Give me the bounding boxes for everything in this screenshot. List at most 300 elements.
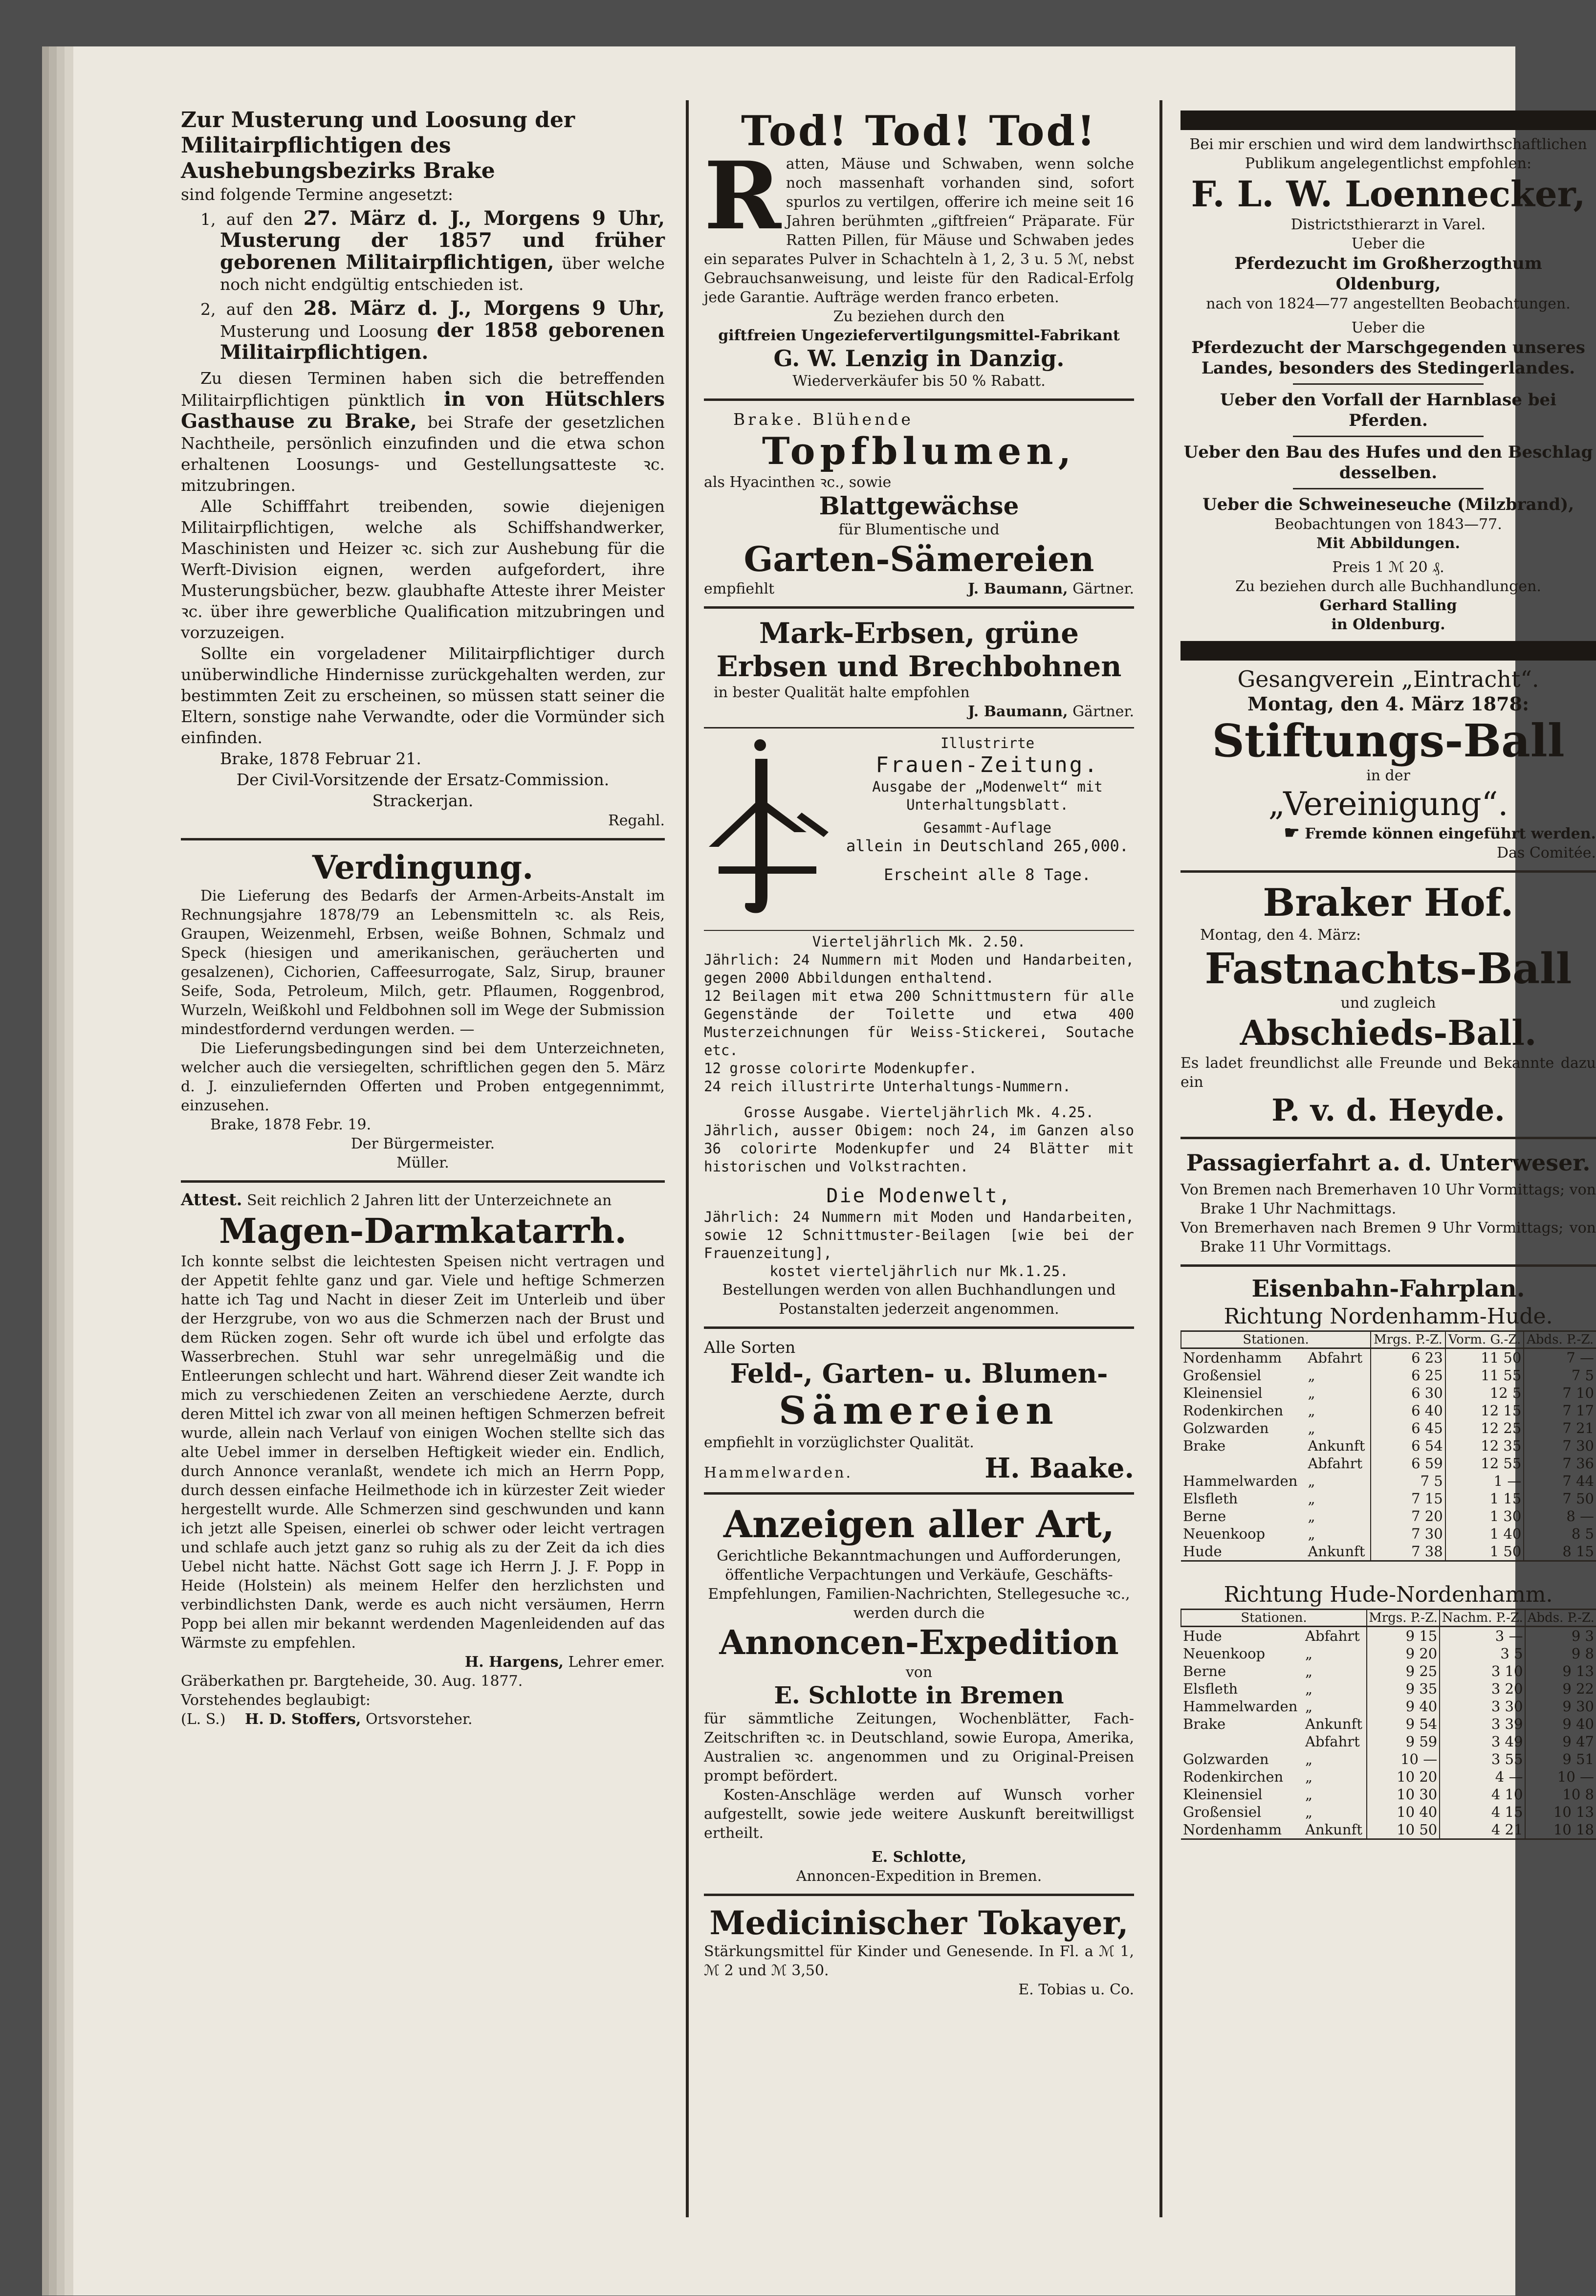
tod-body: [704, 141, 1134, 307]
frauenzeitung-ad: [704, 734, 1134, 1319]
musterung-paragraph-1: [181, 368, 665, 496]
tokayer-title: Medicinischer Tokayer,: [709, 1904, 1129, 1942]
musterung-signature-name: Strackerjan.: [372, 791, 474, 810]
arrival-departure-cell: Abfahrt: [1305, 1628, 1360, 1644]
item-detail: Musterung und Loosung: [220, 322, 428, 341]
table-row: [1181, 1543, 1596, 1561]
loenn-line: Mit Abbildungen.: [1316, 535, 1460, 552]
time-cell: 1 15: [1445, 1490, 1524, 1507]
time-cell: 12 25: [1445, 1419, 1524, 1437]
loenn-line: Ueber die: [1351, 235, 1425, 252]
station-cell: Nordenhamm: [1183, 1821, 1282, 1838]
frauen-item: kostet vierteljährlich nur Mk.1.25.: [769, 1263, 1069, 1280]
column-header: Vorm. G.-Z.: [1445, 1331, 1524, 1348]
timetable-hude-nordenhamm: [1181, 1609, 1596, 1840]
station-cell: Neuenkoop: [1183, 1525, 1266, 1542]
erbsen-ad: [704, 617, 1134, 721]
arrival-departure-cell: „: [1308, 1508, 1315, 1524]
item-subject: Musterung der 1857 und früher geborenen Militairpflichtigen,: [220, 229, 665, 274]
sig-lead: empfiehlt: [704, 580, 775, 597]
frauen-order: Bestellungen werden von allen Buchhandlungen und Postanstalten jederzeit angenommen.: [722, 1281, 1116, 1318]
divider: [704, 1492, 1134, 1495]
divider: [704, 1894, 1134, 1896]
time-cell: 6 25: [1371, 1367, 1445, 1384]
loenn-title: F. L. W. Loennecker,: [1191, 173, 1586, 215]
time-cell: 7 36: [1524, 1455, 1596, 1472]
loenn-book: Ueber den Vorfall der Harnblase bei Pferden.: [1220, 390, 1557, 430]
time-cell: 8 —: [1524, 1507, 1596, 1525]
time-cell: 6 45: [1371, 1419, 1445, 1437]
table-row: [1181, 1786, 1596, 1803]
text: bei Strafe der gesetzlichen Nachtheile, persönlich einzufinden und die etwa schon erhaltenen Loosungs- und Gestellungsatteste ꝛc. mitzubringen.: [181, 413, 665, 495]
divider: [704, 398, 1134, 401]
pointing-hand-icon: ☛: [1284, 822, 1300, 843]
table-row: [1181, 1419, 1596, 1437]
tod-ad: [704, 108, 1134, 391]
time-cell: 10 20: [1367, 1768, 1440, 1786]
table-row: [1181, 1348, 1596, 1367]
newspaper-page: [73, 46, 1596, 2296]
table-row: [1181, 1507, 1596, 1525]
station-cell: Berne: [1183, 1508, 1226, 1524]
arrival-departure-cell: Ankunft: [1308, 1543, 1365, 1560]
item-detail: über welche noch nicht endgültig entschieden ist.: [220, 254, 665, 294]
loenn-book: Pferdezucht der Marschgegenden unseres Landes, besonders des Stedingerlandes.: [1191, 338, 1585, 378]
station-cell: Rodenkirchen: [1183, 1402, 1284, 1419]
countersigner-name: H. D. Stoffers,: [244, 1711, 361, 1728]
table-row: [1181, 1472, 1596, 1490]
saem-title: Feld-, Garten- u. Blumen-: [730, 1358, 1108, 1389]
frauen-item: Jährlich: 24 Nummern mit Moden und Handarbeiten, sowie 12 Schnittmuster-Beilagen [wie bei der Frauenzeitung],: [704, 1209, 1134, 1261]
erbsen-signature: [704, 702, 1134, 721]
gesang-note-text: Fremde können eingeführt werden.: [1305, 825, 1596, 842]
tod-manufacturer-name: G. W. Lenzig in Danzig.: [773, 345, 1065, 372]
time-cell: 9 3: [1525, 1627, 1596, 1645]
time-cell: 9 30: [1525, 1698, 1596, 1715]
time-cell: 9 51: [1525, 1750, 1596, 1768]
tokayer-ad: [704, 1904, 1134, 1999]
black-bar: [1181, 641, 1596, 661]
table-row: [1181, 1490, 1596, 1507]
table-row: [1181, 1384, 1596, 1402]
item-label: 1, auf den: [200, 210, 293, 229]
tod-body-text: atten, Mäuse und Schwaben, wenn solche noch massenhaft vorhanden sind, sofort spurlos zu vertilgen, offerire ich meine seit 16 Jahren berühmten „giftfreien“ Präparate. Für Ratten Pillen, für Mäuse und Schwaben jedes ein separates Pulver in Schachteln à 1, 2, 3 u. 5 ℳ, nebst Gebrauchsanweisung, und leiste für den Radical-Erfolg jede Garantie. Aufträge werden franco erbeten.: [704, 155, 1134, 306]
column-header: Abds. P.-Z.: [1525, 1610, 1596, 1627]
time-cell: 9 40: [1525, 1715, 1596, 1733]
saem-line: Alle Sorten: [704, 1338, 796, 1357]
time-cell: 9 59: [1367, 1733, 1440, 1750]
item-date: 28. März d. J., Morgens 9 Uhr,: [303, 297, 665, 320]
loenn-line: Bei mir erschien und wird dem landwirthschaftlichen Publikum angelegentlichst empfohlen:: [1189, 136, 1587, 172]
braker-signature: P. v. d. Heyde.: [1271, 1092, 1505, 1128]
time-cell: 3 30: [1440, 1698, 1525, 1715]
arrival-departure-cell: „: [1308, 1367, 1315, 1384]
frauen-grosse-ausgabe: [704, 1104, 1134, 1122]
tod-title: Tod! Tod! Tod!: [741, 107, 1097, 155]
musterung-heading-rest: sind folgende Termine angesetzt:: [181, 185, 453, 204]
table-row: [1181, 1367, 1596, 1384]
time-cell: 10 —: [1367, 1750, 1440, 1768]
saemereien-ad: [704, 1337, 1134, 1484]
short-divider: [1293, 436, 1484, 437]
time-cell: 7 20: [1371, 1507, 1445, 1525]
arrival-departure-cell: Ankunft: [1308, 1437, 1365, 1454]
arrival-departure-cell: „: [1308, 1490, 1315, 1507]
topf-signature: [704, 579, 1134, 598]
verdingung-paragraph-1: Die Lieferung des Bedarfs der Armen-Arbeits-Anstalt im Rechnungsjahre 1878/79 an Lebensmitteln ꝛc. als Reis, Graupen, Weizenmehl, Erbsen, weiße Bohnen, Schmalz und Speck (hiesigen und amerikanischen, geräucherten und gesalzenen), Cichorien, Caffeesurrogate, Salz, Sirup, brauner Seife, Soda, Petroleum, Milch, getr. Pflaumen, Roggenbrod, Wurzeln, Weißkohl und Feldbohnen soll im Wege der Submission mindestfordernd verdungen werden. —: [181, 887, 665, 1038]
attest-lead-text: Seit reichlich 2 Jahren litt der Unterzeichnete an: [247, 1192, 612, 1209]
station-cell: Golzwarden: [1183, 1751, 1269, 1767]
time-cell: 3 5: [1440, 1645, 1525, 1662]
divider: [1181, 870, 1596, 873]
station-cell: Nordenhamm: [1183, 1349, 1282, 1366]
frauen-circulation: allein in Deutschland 265,000.: [846, 837, 1129, 855]
anzeigen-line: Gerichtliche Bekanntmachungen und Aufforderungen, öffentliche Verpachtungen und Verkäufe, Geschäfts-Empfehlungen, Familien-Nachrichten, Stellegesuche ꝛc., werden durch die: [708, 1547, 1130, 1622]
item-date: 27. März d. J., Morgens 9 Uhr,: [303, 207, 665, 230]
divider: [181, 1180, 665, 1183]
time-cell: 7 38: [1371, 1543, 1445, 1561]
table-row: [1181, 1768, 1596, 1786]
table-row: [1181, 1402, 1596, 1419]
time-cell: 7 5: [1371, 1472, 1445, 1490]
table-row: [1181, 1821, 1596, 1839]
tod-discount: Wiederverkäufer bis 50 % Rabatt.: [792, 373, 1046, 390]
topf-line: für Blumentische und: [838, 521, 1000, 538]
musterung-countersign: Regahl.: [608, 812, 665, 829]
table-row: [1181, 1803, 1596, 1821]
musterung-notice: [181, 108, 665, 830]
column-header: Mrgs. P.-Z.: [1371, 1331, 1445, 1348]
arrival-departure-cell: „: [1305, 1804, 1313, 1820]
time-cell: 3 —: [1440, 1627, 1525, 1645]
musterung-heading: Zur Musterung und Loosung der Militairpflichtigen des Aushebungsbezirks Brake: [181, 108, 575, 183]
gesang-club: Gesangverein „Eintracht“.: [1237, 666, 1539, 692]
column-header: Nachm. P.-Z.: [1440, 1610, 1525, 1627]
arrival-departure-cell: „: [1305, 1698, 1313, 1715]
station-cell: Hude: [1183, 1628, 1222, 1644]
loenn-publisher-place: in Oldenburg.: [1331, 616, 1445, 633]
fahrplan-direction-2: Richtung Hude-Nordenhamm.: [1224, 1582, 1553, 1607]
black-bar: [1181, 110, 1596, 130]
fahrplan-title: Eisenbahn-Fahrplan.: [1251, 1275, 1525, 1303]
item-label: 2, auf den: [200, 300, 293, 319]
time-cell: 10 30: [1367, 1786, 1440, 1803]
anzeigen-sig-name: E. Schlotte,: [871, 1849, 967, 1866]
loenn-line: Districtsthierarzt in Varel.: [1290, 216, 1486, 233]
frauen-line: Illustrirte: [940, 735, 1035, 751]
topf-intro: Brake. Blühende: [733, 410, 914, 429]
table-row: [1181, 1733, 1596, 1750]
arrival-departure-cell: Ankunft: [1305, 1716, 1362, 1732]
arrival-departure-cell: „: [1308, 1473, 1315, 1489]
station-cell: Neuenkoop: [1183, 1645, 1266, 1662]
arrival-departure-cell: Ankunft: [1305, 1821, 1362, 1838]
musterung-date: Brake, 1878 Februar 21.: [220, 749, 421, 768]
table-row: [1181, 1437, 1596, 1455]
table-row: [1181, 1455, 1596, 1472]
station-cell: Hammelwarden: [1183, 1473, 1298, 1489]
frauenzeitung-logo-icon: [704, 734, 831, 930]
time-cell: 1 50: [1445, 1543, 1524, 1561]
anzeigen-line: von: [905, 1664, 933, 1681]
time-cell: 1 —: [1445, 1472, 1524, 1490]
gesang-title: Stiftungs-Ball: [1212, 714, 1565, 767]
tokayer-signature: E. Tobias u. Co.: [1018, 1981, 1134, 1998]
time-cell: 3 55: [1440, 1750, 1525, 1768]
sig-role: Gärtner.: [1072, 703, 1134, 720]
table-row: [1181, 1525, 1596, 1543]
station-cell: Rodenkirchen: [1183, 1768, 1284, 1785]
erbsen-title: Mark-Erbsen, grüne Erbsen und Brechbohnen: [716, 617, 1122, 683]
loenn-line: Beobachtungen von 1843—77.: [1274, 516, 1502, 533]
musterung-paragraph-2: Alle Schifffahrt treibenden, sowie diejenigen Militairpflichtigen, welche als Schiffshandwerker, Maschinisten und Heizer ꝛc. sich zur Aushebung für die Werft-Division eignen, werden aufgefordert, ihre Musterungsbücher, bezw. glaubhafte Atteste ihrer Meister ꝛc. über ihre gewerbliche Qualification mitzubringen und vorzuzeigen.: [181, 497, 665, 642]
attest-note: Vorstehendes beglaubigt:: [181, 1692, 371, 1709]
time-cell: 7 —: [1524, 1348, 1596, 1367]
signer-name: H. Hargens,: [464, 1654, 564, 1671]
time-cell: 3 10: [1440, 1662, 1525, 1680]
gesang-note: [1181, 823, 1596, 843]
loenn-book: Ueber den Bau des Hufes und den Beschlag desselben.: [1183, 442, 1593, 483]
column-header: Abds. P.-Z.: [1524, 1331, 1596, 1348]
loenn-book: Pferdezucht im Großherzogthum Oldenburg,: [1234, 254, 1542, 294]
gesang-signature: Das Comitée.: [1496, 844, 1596, 861]
frauen-item: 12 Beilagen mit etwa 200 Schnittmustern für alle Gegenstände der Toilette und etwa 400 Musterzeichnungen für Weiss-Stickerei, Soutache etc.: [704, 988, 1134, 1059]
tod-manufacturer-line: giftfreien Ungeziefervertilgungsmittel-Fabrikant: [718, 327, 1120, 344]
anzeigen-title: Anzeigen aller Art,: [723, 1502, 1115, 1546]
modenwelt-title: Die Modenwelt,: [826, 1185, 1012, 1207]
arrival-departure-cell: „: [1305, 1768, 1313, 1785]
tokayer-text: Stärkungsmittel für Kinder und Genesende. In Fl. a ℳ 1, ℳ 2 und ℳ 3,50.: [704, 1943, 1134, 1979]
station-cell: Hammelwarden: [1183, 1698, 1298, 1715]
time-cell: 9 40: [1367, 1698, 1440, 1715]
divider: [704, 606, 1134, 609]
time-cell: 9 20: [1367, 1645, 1440, 1662]
column-header-station: Stationen.: [1181, 1610, 1367, 1627]
time-cell: 6 59: [1371, 1455, 1445, 1472]
attest-label: Attest.: [181, 1190, 242, 1210]
arrival-departure-cell: „: [1305, 1663, 1313, 1679]
time-cell: 8 5: [1524, 1525, 1596, 1543]
arrival-departure-cell: Abfahrt: [1308, 1455, 1363, 1472]
time-cell: 10 40: [1367, 1803, 1440, 1821]
station-cell: Berne: [1183, 1663, 1226, 1679]
saem-signature: [704, 1452, 1134, 1484]
frauen-item: Jährlich: 24 Nummern mit Moden und Handarbeiten, gegen 2000 Abbildungen enthaltend.: [704, 951, 1134, 986]
attest-lead: [181, 1191, 665, 1210]
time-cell: 9 35: [1367, 1680, 1440, 1698]
musterung-item-1: [181, 208, 665, 295]
saem-line: empfiehlt in vorzüglichster Qualität.: [704, 1434, 974, 1451]
time-cell: 7 44: [1524, 1472, 1596, 1490]
time-cell: 8 15: [1524, 1543, 1596, 1561]
sig-name: J. Baumann,: [967, 580, 1068, 597]
verdingung-notice: [181, 848, 665, 1172]
sig-role: Gärtner.: [1072, 580, 1134, 597]
arrival-departure-cell: Abfahrt: [1308, 1349, 1363, 1366]
time-cell: 6 40: [1371, 1402, 1445, 1419]
time-cell: 10 18: [1525, 1821, 1596, 1839]
braker-line: und zugleich: [1340, 994, 1436, 1012]
station-cell: Großensiel: [1183, 1804, 1262, 1820]
item-subject: der 1858 geborenen Militairpflichtigen.: [220, 319, 665, 364]
frauen-frequency: Erscheint alle 8 Tage.: [884, 865, 1091, 884]
attest-place: Gräberkathen pr. Bargteheide, 30. Aug. 1877.: [181, 1673, 523, 1690]
passagier-line: Von Bremerhaven nach Bremen 9 Uhr Vormittags; von Brake 11 Uhr Vormittags.: [1181, 1219, 1596, 1256]
verdingung-signature: Der Bürgermeister.: [350, 1135, 495, 1152]
anzeigen-title-2: Annoncen-Expedition: [719, 1623, 1119, 1662]
divider: [1181, 1137, 1596, 1139]
divider: [704, 727, 1134, 729]
station-cell: Hude: [1183, 1543, 1222, 1560]
anzeigen-line: Kosten-Anschläge werden auf Wunsch vorher aufgestellt, sowie jede weitere Auskunft bereitwilligst ertheilt.: [704, 1787, 1134, 1842]
table-row: [1181, 1750, 1596, 1768]
time-cell: 9 47: [1525, 1733, 1596, 1750]
station-cell: Brake: [1183, 1716, 1226, 1732]
gesangverein-ad: [1181, 665, 1596, 862]
fahrplan: [1181, 1275, 1596, 1840]
attest-ad: [181, 1191, 665, 1729]
time-cell: 11 55: [1445, 1367, 1524, 1384]
loennecker-ad: [1181, 135, 1596, 634]
braker-title: Braker Hof.: [1263, 881, 1514, 925]
time-cell: 9 13: [1525, 1662, 1596, 1680]
divider: [181, 838, 665, 840]
signer-role: Lehrer emer.: [568, 1654, 665, 1671]
time-cell: 7 21: [1524, 1419, 1596, 1437]
time-cell: 1 30: [1445, 1507, 1524, 1525]
topf-title-2: Garten-Sämereien: [743, 539, 1094, 579]
verdingung-date: Brake, 1878 Febr. 19.: [210, 1116, 372, 1133]
attest-body: Ich konnte selbst die leichtesten Speisen nicht vertragen und der Appetit fehlte ganz und gar. Viele und heftige Schmerzen hatte ich Tag und Nacht in dieser Zeit im Unterleib und über der Herzgrube, von wo aus die Schmerzen nach der Brust und dem Rücken zogen. Sehr oft wurde ich übel und erfolgte das Wasserbrechen. Stuhl war sehr unregelmäßig und die Entleerungen schlecht und hart. Während dieser Zeit wandte ich mich zu verschiedenen Zeiten an verschiedene Aerzte, durch deren Mittel ich zwar von all meinen heftigen Schmerzen befreit wurde, allein nach Verlauf von einigen Wochen stellte sich das alte Uebel immer in derselben Heftigkeit wieder ein. Endlich, durch Annonce veranlaßt, wendete ich mich an Herrn Popp, durch dessen einfache Heilmethode ich in kürzester Zeit wieder hergestellt wurde. Alle Schmerzen sind geschwunden und kann ich jetzt alle Speisen, einerlei ob schwer oder leicht vertragen und schlafe auch jetzt ganz so ruhig als zu der Zeit da ich dies Uebel nicht hatte. Nächst Gott sage ich Herrn J. J. F. Popp in Heide (Holstein) als meinem Helfer den herzlichsten und verbindlichsten Dank, werde es auch nicht versäumen, Herrn Popp bei allen mir bekannt werdenden Magenleidenden auf das Wärmste zu empfehlen.: [181, 1253, 665, 1652]
attest-countersign: [181, 1710, 665, 1729]
column-header: Mrgs. P.-Z.: [1367, 1610, 1440, 1627]
seal-mark: (L. S.): [181, 1711, 226, 1728]
loenn-line: nach von 1824—77 angestellten Beobachtungen.: [1206, 295, 1571, 312]
tod-line: Zu beziehen durch den: [833, 308, 1005, 325]
attest-title: Magen-Darmkatarrh.: [219, 1211, 627, 1251]
arrival-departure-cell: „: [1305, 1786, 1313, 1803]
time-cell: 7 5: [1524, 1367, 1596, 1384]
anzeigen-sig-company: Annoncen-Expedition in Bremen.: [796, 1868, 1042, 1885]
time-cell: 11 50: [1445, 1348, 1524, 1367]
arrival-departure-cell: „: [1308, 1525, 1315, 1542]
time-cell: 9 22: [1525, 1680, 1596, 1698]
sig-name: H. Baake.: [984, 1452, 1134, 1484]
frauen-item: Jährlich, ausser Obigem: noch 24, im Ganzen also 36 colorirte Modenkupfer und 24 Blätter mit historischen und Volkstrachten.: [704, 1122, 1134, 1175]
time-cell: 4 21: [1440, 1821, 1525, 1839]
divider: [1181, 1264, 1596, 1267]
time-cell: 6 30: [1371, 1384, 1445, 1402]
station-cell: [1181, 1455, 1306, 1472]
timetable-nordenhamm-hude: [1181, 1330, 1596, 1562]
station-cell: Golzwarden: [1183, 1420, 1269, 1436]
time-cell: 10 —: [1525, 1768, 1596, 1786]
arrival-departure-cell: „: [1308, 1385, 1315, 1401]
arrival-departure-cell: „: [1308, 1420, 1315, 1436]
frauen-line: Ausgabe der „Modenwelt“ mit Unterhaltungsblatt.: [872, 778, 1103, 813]
column-2: [704, 108, 1134, 1999]
station-cell: Elsfleth: [1183, 1490, 1238, 1507]
station-cell: Kleinensiel: [1183, 1786, 1263, 1803]
verdingung-signature-name: Müller.: [396, 1154, 449, 1171]
frauen-item: 24 reich illustrirte Unterhaltungs-Nummern.: [704, 1078, 1071, 1095]
frauen-line: Gesammt-Auflage: [923, 819, 1051, 836]
station-cell: Kleinensiel: [1183, 1385, 1263, 1401]
erbsen-line: in bester Qualität halte empfohlen: [714, 684, 970, 701]
topf-title: Topfblumen,: [762, 429, 1076, 473]
fahrplan-direction-1: Richtung Nordenhamm-Hude.: [1224, 1304, 1553, 1329]
table-row: [1181, 1645, 1596, 1662]
braker-title-3: Abschieds-Ball.: [1240, 1013, 1537, 1053]
time-cell: 10 8: [1525, 1786, 1596, 1803]
anzeigen-company: E. Schlotte in Bremen: [774, 1682, 1064, 1709]
arrival-departure-cell: „: [1305, 1645, 1313, 1662]
frauen-item: 12 grosse colorirte Modenkupfer.: [704, 1060, 977, 1077]
sig-name: J. Baumann,: [967, 703, 1068, 720]
time-cell: 3 20: [1440, 1680, 1525, 1698]
divider: [704, 1326, 1134, 1329]
table-row: [1181, 1680, 1596, 1698]
time-cell: 7 50: [1524, 1490, 1596, 1507]
station-cell: Großensiel: [1183, 1367, 1262, 1384]
arrival-departure-cell: „: [1308, 1402, 1315, 1419]
time-cell: 7 15: [1371, 1490, 1445, 1507]
musterung-signature: Der Civil-Vorsitzende der Ersatz-Commission.: [236, 770, 610, 789]
time-cell: 12 55: [1445, 1455, 1524, 1472]
time-cell: 3 39: [1440, 1715, 1525, 1733]
arrival-departure-cell: Abfahrt: [1305, 1733, 1360, 1750]
attest-signature: [181, 1653, 665, 1672]
time-cell: 7 17: [1524, 1402, 1596, 1419]
braker-invite: Es ladet freundlichst alle Freunde und Bekannte dazu ein: [1181, 1055, 1596, 1091]
column-rule: [1159, 100, 1162, 2217]
gesang-line: in der: [1366, 767, 1410, 784]
time-cell: 12 5: [1445, 1384, 1524, 1402]
column-3: [1181, 108, 1596, 1840]
musterung-item-2: [181, 298, 665, 364]
drop-cap: R: [704, 141, 781, 250]
anzeigen-line: für sämmtliche Zeitungen, Wochenblätter, Fach-Zeitschriften ꝛc. in Deutschland, sowie Europa, Amerika, Australien ꝛc. angenommen und zu Original-Preisen prompt befördert.: [704, 1710, 1134, 1785]
venue: in von Hütschlers Gasthause zu Brake,: [181, 388, 665, 433]
saem-title-2: Sämereien: [779, 1389, 1059, 1433]
short-divider: [1293, 383, 1484, 385]
time-cell: 9 15: [1367, 1627, 1440, 1645]
passagierfahrt-ad: [1181, 1149, 1596, 1257]
musterung-paragraph-3: Sollte ein vorgeladener Militairpflichtiger durch unüberwindliche Hindernisse zurückgehalten werden, zur bestimmten Zeit zu erscheinen, so müssen statt seiner die Eltern, sonstige nahe Verwandte, oder die Vormünder sich einfinden.: [181, 644, 665, 747]
column-rule: [686, 100, 689, 2217]
arrival-departure-cell: „: [1305, 1680, 1313, 1697]
time-cell: 4 15: [1440, 1803, 1525, 1821]
table-row: [1181, 1715, 1596, 1733]
loenn-book: Ueber die Schweineseuche (Milzbrand),: [1202, 495, 1574, 514]
verdingung-title: Verdingung.: [312, 848, 534, 886]
verdingung-paragraph-2: Die Lieferungsbedingungen sind bei dem Unterzeichneten, welcher auch die versiegelten, schriftlichen gegen den 5. März d. J. einzuliefernden Offerten und Proben entgegennimmt, einzusehen.: [181, 1040, 665, 1114]
time-cell: 7 10: [1524, 1384, 1596, 1402]
passagier-title: Passagierfahrt a. d. Unterweser.: [1186, 1149, 1591, 1176]
short-divider: [1293, 488, 1484, 489]
station-cell: [1181, 1733, 1303, 1750]
time-cell: 9 8: [1525, 1645, 1596, 1662]
gesang-date: Montag, den 4. März 1878:: [1247, 693, 1530, 715]
edition-label: Grosse Ausgabe.: [744, 1104, 872, 1121]
time-cell: 12 35: [1445, 1437, 1524, 1455]
time-cell: 7 30: [1524, 1437, 1596, 1455]
topf-line: als Hyacinthen ꝛc., sowie: [704, 474, 892, 491]
time-cell: 12 15: [1445, 1402, 1524, 1419]
time-cell: 7 30: [1371, 1525, 1445, 1543]
table-row: [1181, 1662, 1596, 1680]
loenn-price: Preis 1 ℳ 20 ₰.: [1332, 559, 1444, 576]
